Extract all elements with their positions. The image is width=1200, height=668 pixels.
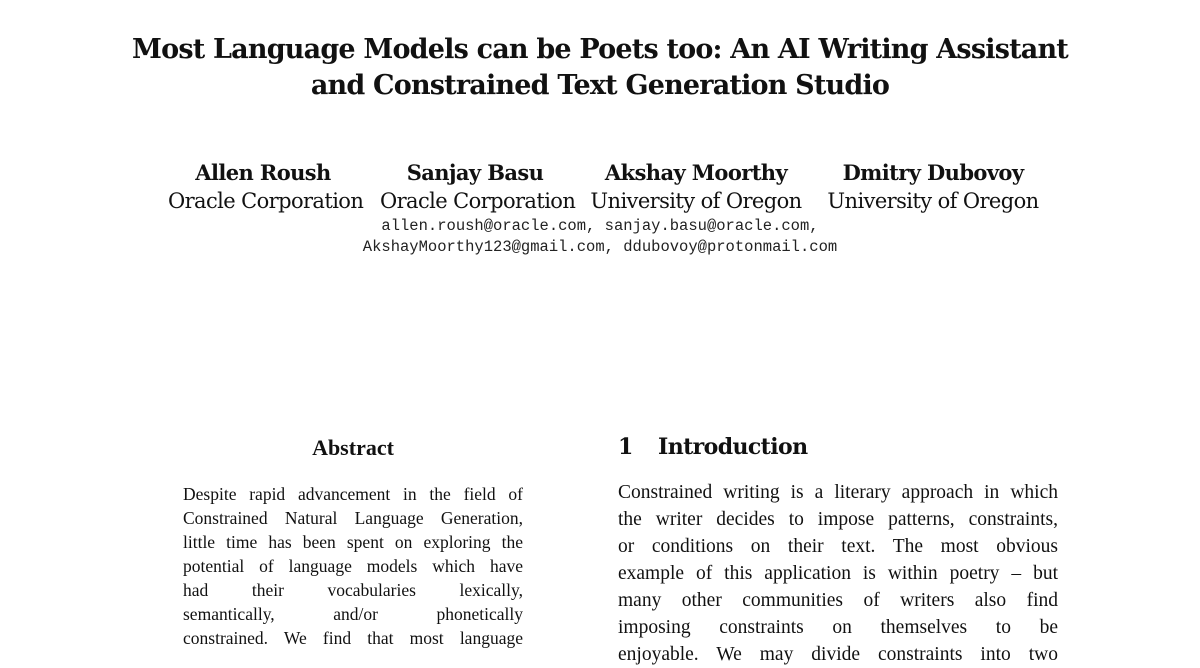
abstract-line: little time has been spent on exploring the bbox=[183, 532, 523, 552]
intro-line: or conditions on their text. The most obvious bbox=[618, 536, 1058, 557]
abstract-line: Constrained Natural Language Generation, bbox=[183, 508, 523, 528]
author-allen-roush bbox=[168, 158, 364, 214]
author-emails bbox=[0, 216, 1200, 258]
intro-line: Constrained writing is a literary approach in which bbox=[618, 482, 1058, 503]
author-name: Akshay Moorthy bbox=[604, 160, 788, 185]
intro-line: imposing constraints on themselves to be bbox=[618, 617, 1058, 638]
abstract-line: had their vocabularies lexically, bbox=[183, 580, 523, 600]
title-line: and Constrained Text Generation Studio bbox=[310, 70, 890, 101]
abstract-line: potential of language models which have bbox=[183, 556, 523, 576]
title-line: Most Language Models can be Poets too: An AI Writing Assistant bbox=[132, 34, 1068, 65]
abstract-line: semantically, and/or phonetically bbox=[183, 604, 523, 624]
email-line: allen.roush@oracle.com, sanjay.basu@oracle.com, bbox=[381, 217, 819, 235]
section-number: 1 bbox=[618, 434, 633, 460]
intro-line: the writer decides to impose patterns, constraints, bbox=[618, 509, 1058, 530]
abstract-line: Despite rapid advancement in the field of bbox=[183, 484, 523, 504]
email-line: AkshayMoorthy123@gmail.com, ddubovoy@protonmail.com bbox=[362, 238, 838, 256]
author-name: Allen Roush bbox=[195, 160, 331, 185]
intro-line: enjoyable. We may divide constraints into two bbox=[618, 644, 1058, 665]
author-affiliation: University of Oregon bbox=[827, 189, 1039, 213]
author-affiliation: Oracle Corporation bbox=[380, 189, 576, 213]
section-heading-introduction bbox=[618, 432, 1058, 462]
author-sanjay-basu bbox=[380, 158, 576, 214]
introduction-text bbox=[618, 479, 1058, 668]
author-affiliation: Oracle Corporation bbox=[168, 189, 364, 213]
author-name: Dmitry Dubovoy bbox=[842, 160, 1024, 185]
intro-line: many other communities of writers also find bbox=[618, 590, 1058, 611]
abstract-text bbox=[183, 482, 523, 650]
author-name: Sanjay Basu bbox=[406, 160, 544, 185]
author-akshay-moorthy bbox=[590, 158, 802, 214]
abstract-line: constrained. We find that most language bbox=[183, 628, 523, 648]
author-dmitry-dubovoy bbox=[827, 158, 1039, 214]
intro-line: example of this application is within poetry – but bbox=[618, 563, 1058, 584]
abstract-heading: Abstract bbox=[312, 435, 394, 460]
author-affiliation: University of Oregon bbox=[590, 189, 802, 213]
paper-title bbox=[0, 32, 1200, 104]
section-title: Introduction bbox=[658, 434, 808, 460]
